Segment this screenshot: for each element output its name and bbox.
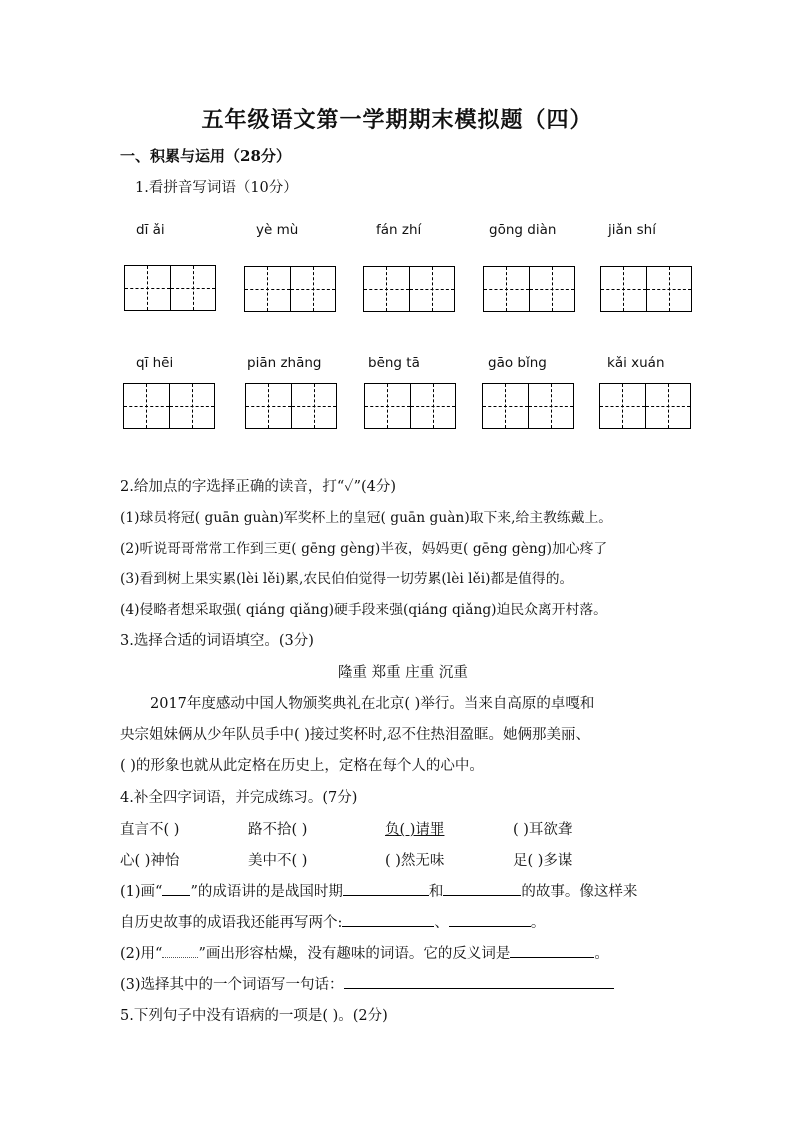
idiom-blank[interactable]: ( )耳欲聋 <box>513 822 573 838</box>
answer-blank[interactable] <box>510 956 594 958</box>
tianzige-box[interactable] <box>599 383 691 429</box>
page-title: 五年级语文第一学期期末模拟题（四） <box>201 107 593 133</box>
idiom-blank[interactable]: 直言不( ) <box>120 822 180 838</box>
q4-sub2: (2)用“ ”画出形容枯燥，没有趣味的词语。它的反义词是 。 <box>120 946 609 962</box>
q4-sub3: (3)选择其中的一个词语写一句话： <box>120 973 614 994</box>
tianzige-box[interactable] <box>483 266 575 312</box>
tianzige-box[interactable] <box>245 383 337 429</box>
pinyin-label: fán zhí <box>376 222 422 238</box>
q4-heading: 4.补全四字词语，并完成练习。(7分) <box>120 790 358 806</box>
pinyin-label: qī hēi <box>136 355 174 371</box>
section-heading: 一、积累与运用（28分） <box>120 147 291 165</box>
tianzige-box[interactable] <box>364 383 456 429</box>
q2-line[interactable]: (3)看到树上果实累(lèi lěi)累,农民伯伯觉得一切劳累(lèi lěi)都是值得的。 <box>120 571 574 587</box>
answer-blank[interactable] <box>344 987 614 989</box>
answer-blank[interactable] <box>342 925 434 927</box>
wavy-line-sample <box>162 951 198 958</box>
idiom-blank-underlined[interactable]: 负( )请罪 <box>385 822 445 838</box>
q2-line[interactable]: (4)侵略者想采取强( qiáng qiǎng)硬手段来强(qiáng qiǎng)迫民众离开村落。 <box>120 602 607 618</box>
q3-passage-line[interactable]: 央宗姐妹俩从少年队员手中( )接过奖杯时,忍不住热泪盈眶。她俩那美丽、 <box>120 727 591 743</box>
q2-line[interactable]: (1)球员将冠( guān guàn)军奖杯上的皇冠( guān guàn)取下来,给主教练戴上。 <box>120 510 613 526</box>
answer-blank[interactable] <box>343 894 429 896</box>
q3-word-options: 隆重 郑重 庄重 沉重 <box>338 665 468 681</box>
pinyin-label: dī ǎi <box>136 222 165 238</box>
q3-passage-line[interactable]: 2017年度感动中国人物颁奖典礼在北京( )举行。当来自高原的卓嘎和 <box>150 696 595 712</box>
pinyin-label: kǎi xuán <box>607 355 665 371</box>
idiom-blank[interactable]: ( )然无味 <box>385 853 445 869</box>
q4-sub1-cont: 自历史故事的成语我还能再写两个: 、 。 <box>120 915 546 931</box>
answer-blank[interactable] <box>449 925 531 927</box>
q3-passage-line[interactable]: ( )的形象也就从此定格在历史上，定格在每个人的心中。 <box>120 758 484 774</box>
underline-sample <box>162 894 190 896</box>
q2-line[interactable]: (2)听说哥哥常常工作到三更( gēng gèng)半夜，妈妈更( gēng gèng)加心疼了 <box>120 541 608 557</box>
answer-blank[interactable] <box>443 894 521 896</box>
tianzige-box[interactable] <box>244 266 336 312</box>
q2-heading: 2.给加点的字选择正确的读音，打“✓”(4分) <box>120 479 397 495</box>
q5-heading: 5.下列句子中没有语病的一项是( )。(2分) <box>120 1008 388 1024</box>
pinyin-label: gāo bǐng <box>488 355 547 371</box>
idiom-blank[interactable]: 心( )神怡 <box>120 853 180 869</box>
q1-heading: 1.看拼音写词语（10分） <box>135 180 298 196</box>
tianzige-box[interactable] <box>600 266 692 312</box>
idiom-blank[interactable]: 足( )多谋 <box>513 853 573 869</box>
tianzige-box[interactable] <box>123 383 215 429</box>
pinyin-label: jiǎn shí <box>608 222 656 238</box>
pinyin-label: gōng diàn <box>489 222 557 238</box>
pinyin-label: bēng tā <box>368 355 420 371</box>
idiom-blank[interactable]: 路不拾( ) <box>248 822 308 838</box>
q4-sub1: (1)画“ ”的成语讲的是战国时期 和 的故事。像这样来 <box>120 884 638 900</box>
pinyin-label: piān zhāng <box>247 355 322 371</box>
tianzige-box[interactable] <box>482 383 574 429</box>
tianzige-box[interactable] <box>124 265 216 311</box>
idiom-blank[interactable]: 美中不( ) <box>248 853 308 869</box>
pinyin-label: yè mù <box>256 222 299 238</box>
tianzige-box[interactable] <box>363 266 455 312</box>
q3-heading: 3.选择合适的词语填空。(3分) <box>120 633 314 649</box>
